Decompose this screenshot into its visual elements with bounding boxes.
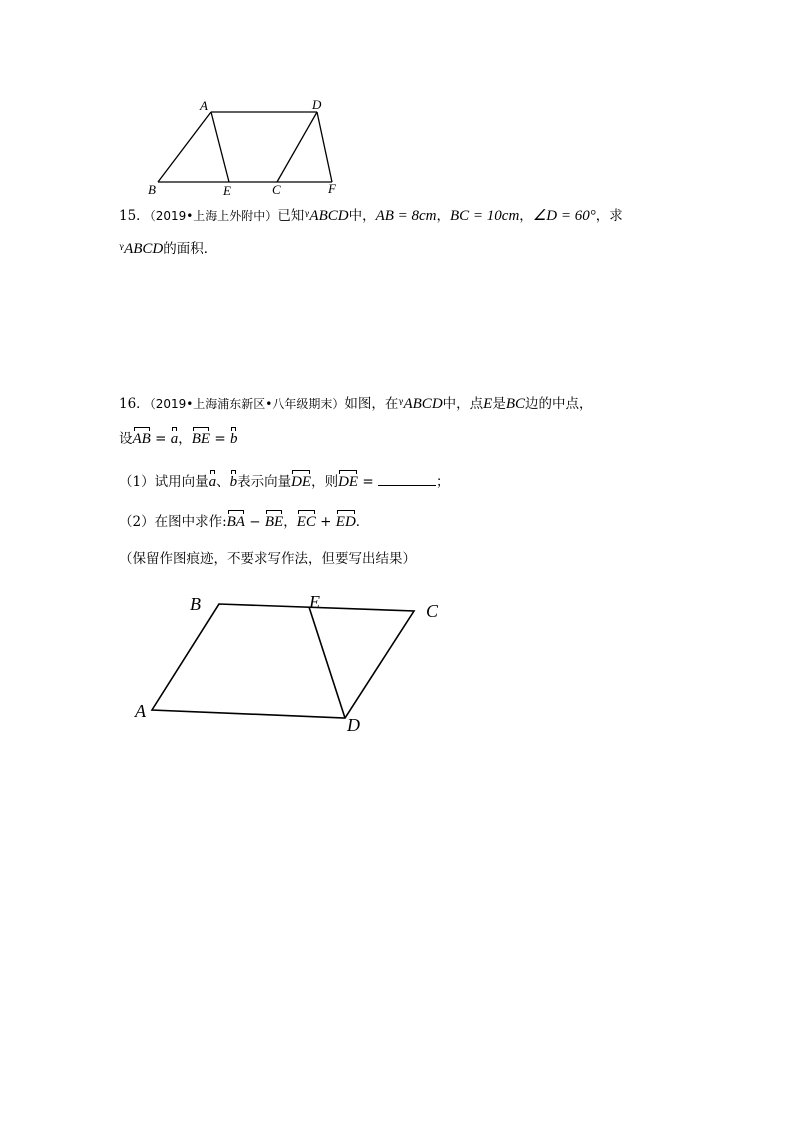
q16-part1-prefix: （1）试用向量	[119, 474, 209, 490]
q16-text-b: 中，点	[442, 396, 484, 412]
part2-vector-ec: EC	[296, 514, 316, 530]
part1-eq: =	[358, 474, 378, 490]
label-B: B	[190, 594, 201, 614]
label-A: A	[135, 701, 146, 721]
parallelogram-symbol: ᵞ	[304, 208, 310, 224]
q16-point-e: E	[483, 396, 493, 412]
q16-name: ABCD	[403, 396, 443, 412]
q16-seg-bc: BC	[505, 396, 525, 412]
q15-source: （2019•上海上外附中）	[149, 209, 278, 223]
q16-part2-prefix: （2）在图中求作:	[119, 514, 227, 530]
part1-then: ，则	[311, 474, 339, 490]
q15-sep-2: ，	[519, 208, 533, 224]
vector-ab: AB	[132, 431, 151, 447]
part1-vector-b: b	[229, 474, 238, 490]
q15-text-b: 中，	[348, 208, 376, 224]
label-E: E	[223, 183, 231, 198]
part2-minus: −	[244, 514, 265, 530]
part2-vector-be: BE	[264, 514, 284, 530]
q15-cond-1: AB = 8cm	[375, 208, 437, 224]
label-C: C	[272, 182, 281, 197]
parallelogram-symbol: ᵞ	[119, 241, 125, 257]
q15-sep-1: ，	[436, 208, 451, 224]
q15-cond-3: ∠D = 60°	[532, 208, 596, 224]
label-F: F	[328, 181, 336, 196]
q15-name: ABCD	[309, 208, 349, 224]
q16-comma: ，	[178, 431, 192, 447]
q16-text-c: 是	[492, 396, 506, 412]
parallelogram-ABCD	[152, 604, 414, 718]
q16-number: 16．	[119, 396, 150, 412]
part1-mid: 表示向量	[237, 474, 292, 490]
label-D: D	[312, 97, 322, 112]
q15-text-c: ，求	[595, 208, 623, 224]
part1-sep: 、	[216, 474, 230, 490]
part2-vector-ba: BA	[226, 514, 245, 530]
q16-eq-b: =	[210, 431, 230, 447]
q15-text-a: 已知	[277, 208, 305, 224]
label-D: D	[347, 715, 360, 735]
vector-be: BE	[191, 431, 211, 447]
q15-line2-text: 的面积．	[163, 241, 218, 257]
parallelogram-symbol: ᵞ	[398, 396, 404, 412]
q16-text-d: 边的中点，	[525, 396, 593, 412]
vector-a: a	[170, 431, 179, 447]
label-B: B	[148, 182, 156, 197]
part2-comma: ，	[283, 514, 297, 530]
q16-text-a: 如图，在	[344, 396, 399, 412]
vector-b: b	[229, 431, 238, 447]
q16-note-text: （保留作图痕迹，不要求写作法，但要写出结果）	[119, 551, 416, 567]
q16-eq-a: =	[150, 431, 171, 447]
part2-plus: +	[315, 514, 336, 530]
part1-end: ；	[436, 474, 450, 490]
q16-set-prefix: 设	[119, 431, 133, 447]
part2-vector-ed: ED	[335, 514, 356, 530]
part1-vector-de: DE	[291, 474, 312, 490]
q15-line2-name: ABCD	[124, 241, 164, 257]
part2-end: ．	[355, 514, 370, 530]
segment-ED	[309, 607, 345, 718]
q16-source: （2019•上海浦东新区•八年级期末）	[149, 397, 345, 411]
q15-number: 15．	[119, 208, 150, 224]
part1-vector-a: a	[208, 474, 217, 490]
label-E: E	[309, 592, 320, 612]
part1-vector-de-2: DE	[338, 474, 359, 490]
q15-cond-2: BC = 10cm	[450, 208, 520, 224]
label-A: A	[200, 98, 208, 113]
label-C: C	[426, 601, 439, 621]
